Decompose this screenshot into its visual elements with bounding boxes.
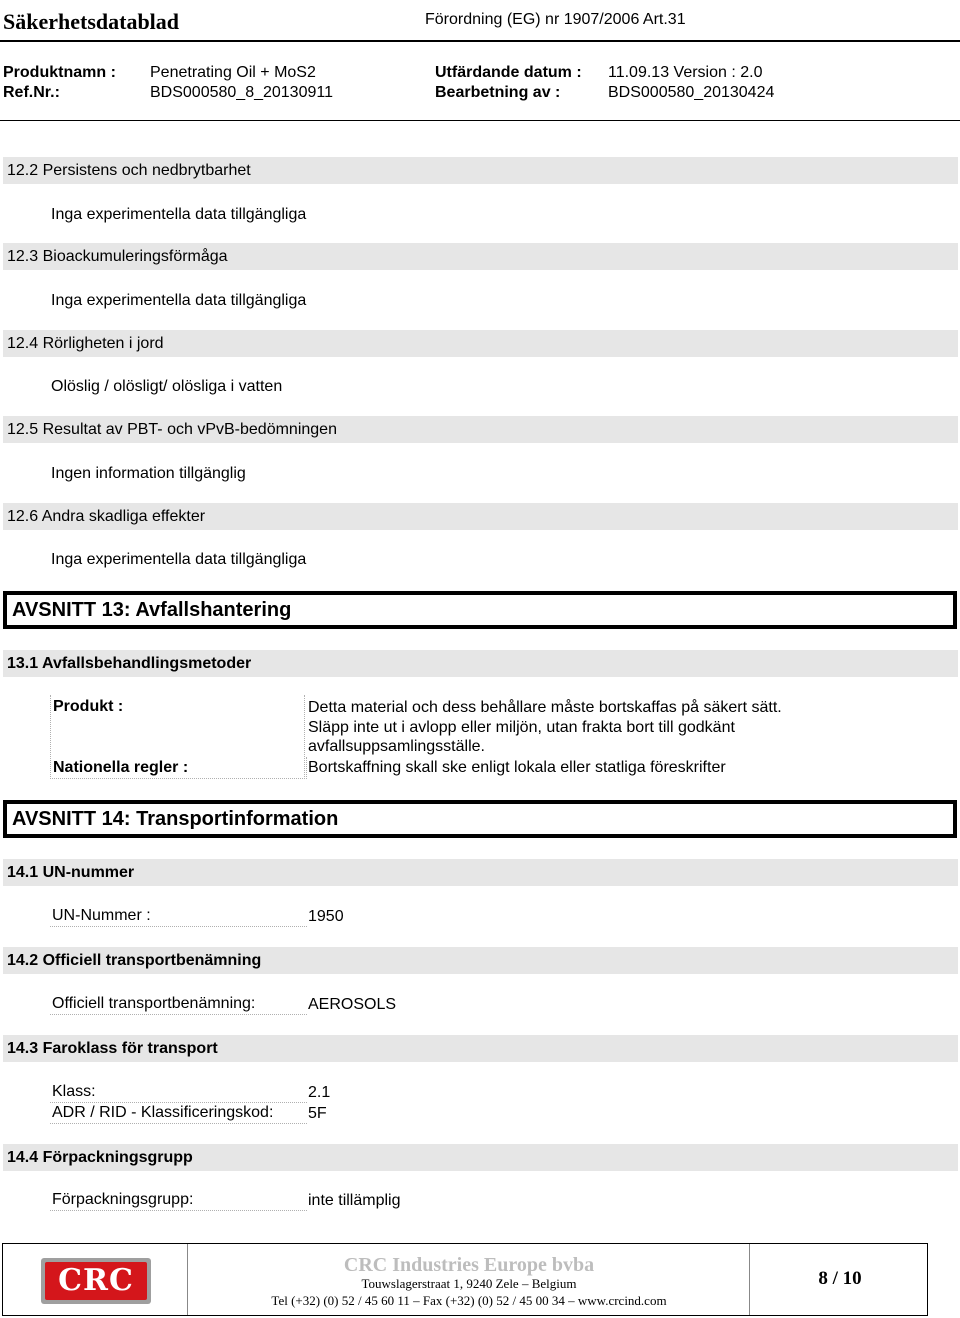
crc-logo	[41, 1258, 151, 1304]
produkt-label: Produkt :	[53, 698, 124, 715]
header-rule	[0, 120, 960, 121]
national-rules-label: Nationella regler :	[53, 759, 189, 776]
adr-rid-code-value: 5F	[308, 1105, 327, 1122]
section-13-prefix: AVSNITT 13	[12, 599, 124, 621]
subsection-12-4-heading: 12.4 Rörligheten i jord	[3, 330, 958, 357]
issue-date-value: 11.09.13 Version : 2.0	[608, 64, 763, 81]
subsection-12-3-text: Inga experimentella data tillgängliga	[51, 292, 307, 309]
subsection-12-4-text: Olöslig / olösligt/ olösliga i vatten	[51, 378, 283, 395]
section-14-title: : Transportinformation	[123, 808, 339, 830]
un-number-label: UN-Nummer :	[50, 906, 307, 927]
section-13-title: : Avfallshantering	[123, 599, 292, 621]
page-number: 8 / 10	[818, 1268, 862, 1289]
subsection-14-2-heading: 14.2 Officiell transportbenämning	[3, 947, 958, 974]
product-name-value: Penetrating Oil + MoS2	[150, 64, 316, 81]
hazard-class-label: Klass:	[50, 1082, 307, 1103]
subsection-12-2-text: Inga experimentella data tillgängliga	[51, 206, 307, 223]
subsection-12-6-heading: 12.6 Andra skadliga effekter	[3, 503, 958, 530]
edited-by-label: Bearbetning av :	[435, 84, 561, 101]
hazard-class-value: 2.1	[308, 1084, 331, 1101]
issue-date-label: Utfärdande datum :	[435, 64, 582, 81]
company-name: CRC Industries Europe bvba	[343, 1254, 595, 1276]
produkt-text-line2: Släpp inte ut i avlopp eller miljön, utan frakta bort till godkänt	[308, 719, 735, 736]
subsection-14-1-heading: 14.1 UN-nummer	[3, 859, 958, 886]
crc-logo-text: CRC	[45, 1262, 147, 1300]
produkt-text-line3: avfallsuppsamlingsställe.	[308, 738, 485, 755]
transport-name-value: AEROSOLS	[308, 996, 397, 1013]
ref-number-value: BDS000580_8_20130911	[150, 84, 333, 101]
subsection-12-5-heading: 12.5 Resultat av PBT- och vPvB-bedömningen	[3, 416, 958, 443]
product-name-label: Produktnamn :	[3, 64, 116, 81]
subsection-12-6-text: Inga experimentella data tillgängliga	[51, 551, 307, 568]
company-contact: Tel (+32) (0) 52 / 45 60 11 – Fax (+32) (0) 52 / 45 00 34 – www.crcind.com	[271, 1293, 667, 1308]
transport-name-label: Officiell transportbenämning:	[50, 994, 307, 1015]
company-address: Touwslagerstraat 1, 9240 Zele – Belgium	[361, 1276, 577, 1291]
page-footer	[2, 1243, 928, 1316]
national-rules-text: Bortskaffning skall ske enligt lokala eller statliga föreskrifter	[308, 759, 726, 776]
footer-divider-right	[749, 1244, 750, 1315]
subsection-13-1-heading: 13.1 Avfallsbehandlingsmetoder	[3, 650, 958, 677]
edited-by-value: BDS000580_20130424	[608, 84, 775, 101]
un-number-value: 1950	[308, 908, 344, 925]
document-title: Säkerhetsdatablad	[3, 9, 180, 34]
footer-divider-left	[187, 1244, 188, 1315]
packing-group-label: Förpackningsgrupp:	[50, 1190, 307, 1211]
header-divider	[0, 40, 960, 42]
regulation-reference: Förordning (EG) nr 1907/2006 Art.31	[425, 11, 686, 28]
produkt-text-line1: Detta material och dess behållare måste bortskaffas på säkert sätt.	[308, 699, 782, 716]
subsection-12-3-heading: 12.3 Bioackumuleringsförmåga	[3, 243, 958, 270]
ref-number-label: Ref.Nr.:	[3, 84, 60, 101]
subsection-14-3-heading: 14.3 Faroklass för transport	[3, 1035, 958, 1062]
section-14-heading	[3, 800, 957, 838]
packing-group-value: inte tillämplig	[308, 1192, 401, 1209]
subsection-12-2-heading: 12.2 Persistens och nedbrytbarhet	[3, 157, 958, 184]
section-14-prefix: AVSNITT 14	[12, 808, 124, 830]
adr-rid-code-label: ADR / RID - Klassificeringskod:	[50, 1103, 307, 1124]
subsection-14-4-heading: 14.4 Förpackningsgrupp	[3, 1144, 958, 1171]
subsection-12-5-text: Ingen information tillgänglig	[51, 465, 246, 482]
section-13-heading	[3, 591, 957, 629]
